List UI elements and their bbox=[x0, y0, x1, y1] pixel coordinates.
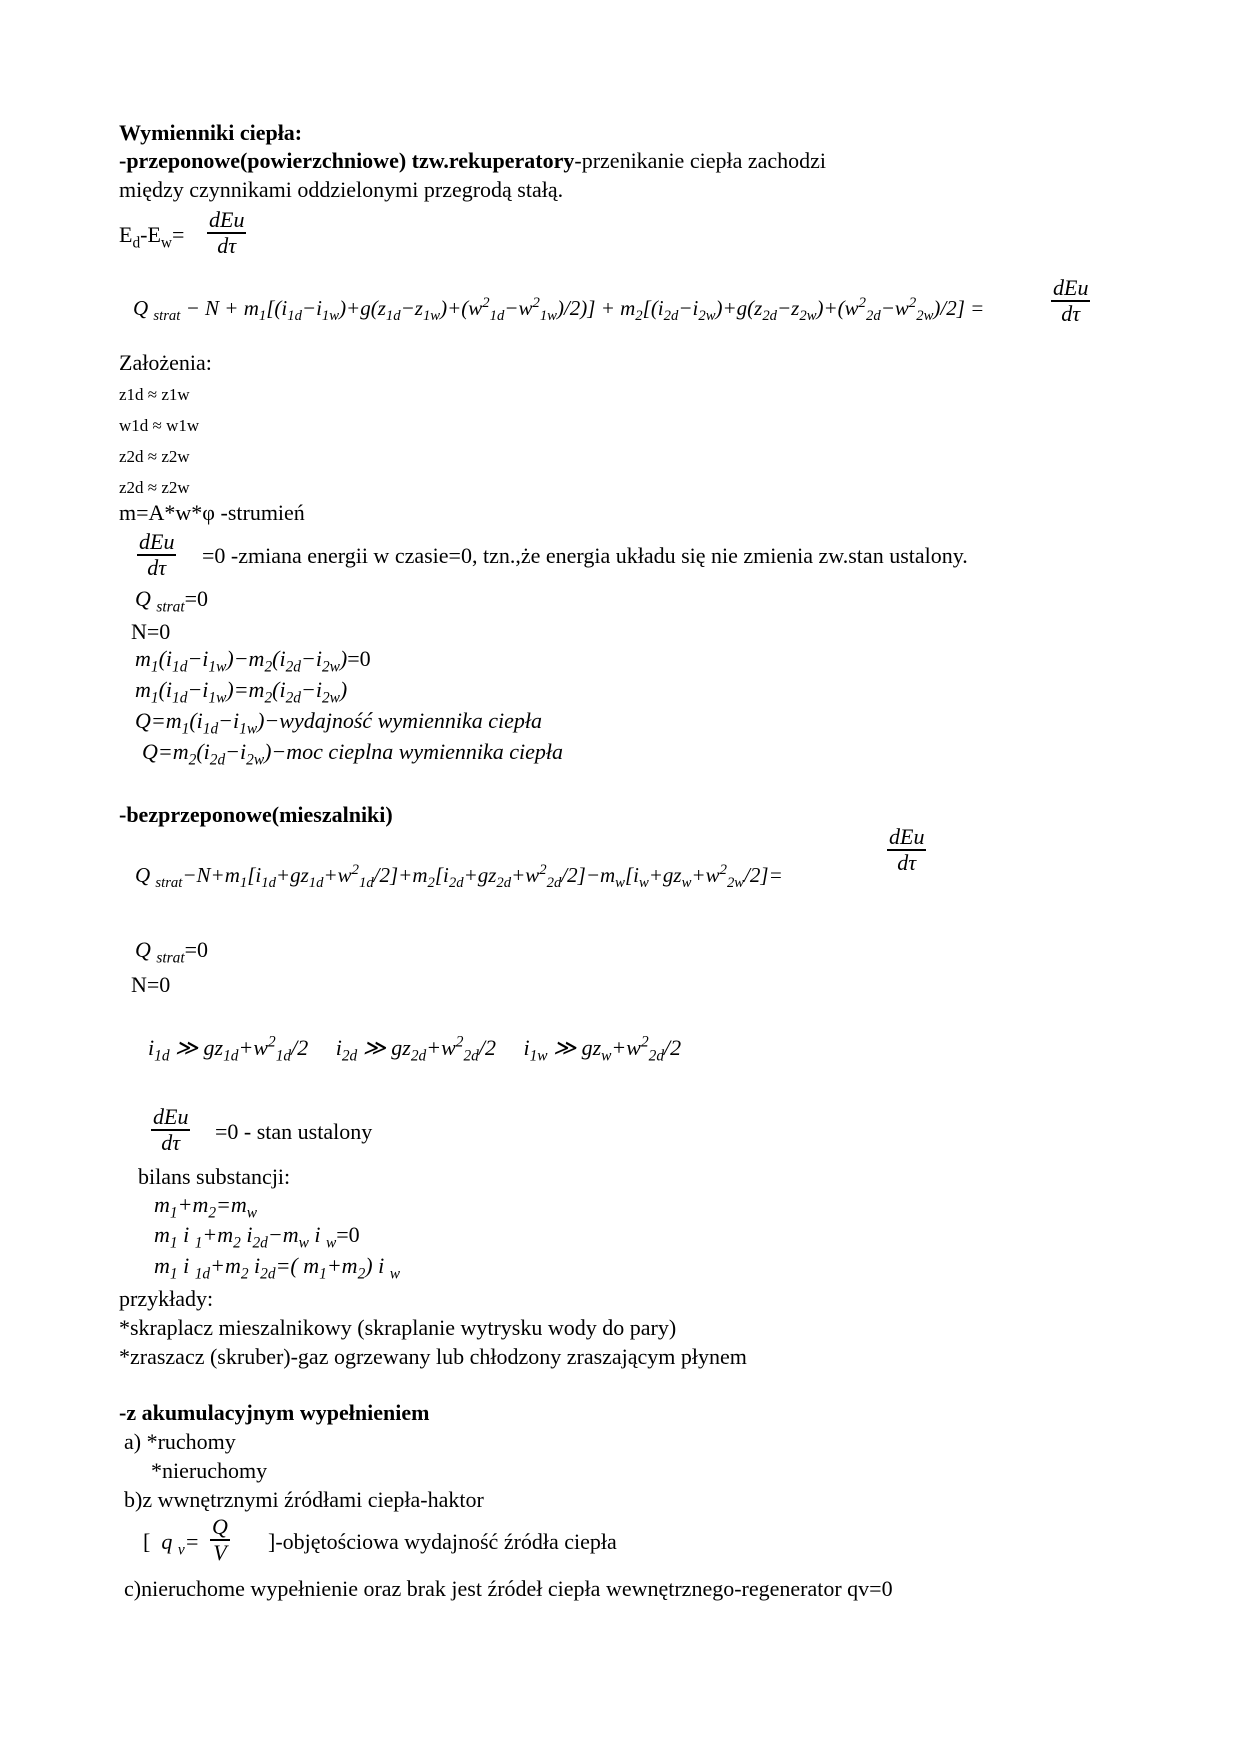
mixer-rhs-den: dτ bbox=[897, 850, 917, 875]
item-a1: a) *ruchomy bbox=[124, 1429, 236, 1454]
fraction-denominator: dτ bbox=[217, 233, 237, 258]
sec1-heading bbox=[119, 148, 826, 174]
mixer-steady-num: dEu bbox=[153, 1104, 189, 1129]
balance-rhs-denominator: dτ bbox=[1061, 301, 1081, 326]
assumption-2: w1d ≈ w1w bbox=[119, 416, 200, 435]
n-zero: N=0 bbox=[131, 619, 171, 644]
sec1-heading-bold: -przeponowe(powierzchniowe) tzw.rekuperatory bbox=[119, 148, 575, 173]
mixer-n-zero: N=0 bbox=[131, 972, 171, 997]
steady-fraction-num: dEu bbox=[139, 529, 175, 554]
energy-balance-equation: Q $_{strat} - N + m_1[(i_{1d}-i_{1w})+g(z_{1d}-z_{1w})+(w^2_{1d}-w^2_{1w})/2)] + m_2[(i_{2d}-i_{2w})+g(z_{2d}-z_{2w})+(w^2_{2d}-w^2_{2w})/2]$ = bbox=[133, 294, 985, 325]
inequalities: $i_{1d}$ ≫ $gz_{1d}+w^2_{1d}/2$ $i_{2d}$ ≫ $gz_{2d}+w^2_{2d}/2$ $i_{1w}$ ≫ $gz_w+w^2_{2d}/2$ bbox=[148, 1033, 682, 1065]
assumption-1: z1d ≈ z1w bbox=[119, 385, 190, 404]
example-2: *zraszacz (skruber)-gaz ogrzewany lub chłodzony zraszającym płynem bbox=[119, 1344, 747, 1369]
mixer-steady-den: dτ bbox=[161, 1130, 181, 1155]
mixer-steady-fraction bbox=[151, 1105, 190, 1155]
qv-num: Q bbox=[212, 1514, 228, 1539]
mass-balance-label: bilans substancji: bbox=[138, 1164, 291, 1189]
item-a2: *nieruchomy bbox=[151, 1458, 268, 1483]
qv-fraction bbox=[210, 1515, 230, 1565]
energy-derivative-fraction bbox=[207, 208, 246, 258]
steady-fraction bbox=[137, 530, 176, 580]
assumption-4: z2d ≈ z2w bbox=[119, 478, 190, 497]
example-1: *skraplacz mieszalnikowy (skraplanie wytrysku wody do pary) bbox=[119, 1315, 677, 1340]
examples-label: przykłady: bbox=[119, 1286, 214, 1311]
mass-eq-1: $m_1+m_2=m_w$ bbox=[154, 1192, 258, 1222]
mixer-rhs-fraction bbox=[887, 825, 926, 875]
qv-expression: [ q $_v$= bbox=[143, 1529, 200, 1559]
sec1-line2: między czynnikami oddzielonymi przegrodą stałą. bbox=[119, 177, 564, 202]
assumption-3: z2d ≈ z2w bbox=[119, 447, 190, 466]
sec1-heading-rest: -przenikanie ciepła zachodzi bbox=[574, 148, 827, 173]
mixer-steady-text: =0 - stan ustalony bbox=[215, 1119, 373, 1144]
equation-2: $m_1(i_{1d}-i_{1w})=m_2(i_{2d}-i_{2w})$ bbox=[135, 677, 348, 707]
assumptions-label: Założenia: bbox=[119, 350, 212, 375]
qv-den: V bbox=[213, 1540, 227, 1565]
steady-fraction-den: dτ bbox=[147, 555, 167, 580]
mass-eq-3: $m_1$ i $_{1d}+m_2$ $i_{2d}=$( $m_1+m_2$) i $_w$ bbox=[154, 1253, 400, 1283]
mass-eq-2: $m_1$ i $_1+m_2$ $i_{2d}-m_w$ i $_w$=0 bbox=[154, 1222, 360, 1252]
item-b: b)z wwnętrznymi źródłami ciepła-haktor bbox=[124, 1487, 484, 1512]
qv-description: ]-objętościowa wydajność źródła ciepła bbox=[268, 1529, 617, 1554]
mixer-balance-equation: Q $_{strat}-N+m_1[i_{1d}+gz_{1d}+w^2_{1d}/2]+m_2[i_{2d}+gz_{2d}+w^2_{2d}/2]-m_w[i_w+gz_w+w^2_{2w}/2]=$ bbox=[135, 861, 783, 892]
qstrat-zero: Q $_{strat}$=0 bbox=[135, 586, 209, 616]
equation-3: $Q=m_1(i_{1d}-i_{1w})-wydajność$ wymiennika ciepła bbox=[135, 708, 542, 738]
equation-1: $m_1(i_{1d}-i_{1w})-m_2(i_{2d}-i_{2w})=0$ bbox=[135, 646, 371, 676]
balance-rhs-numerator: dEu bbox=[1053, 275, 1089, 300]
sec2-heading: -bezprzeponowe(mieszalniki) bbox=[119, 802, 393, 827]
balance-rhs-fraction bbox=[1051, 276, 1090, 326]
item-c: c)nieruchome wypełnienie oraz brak jest źródeł ciepła wewnętrznego-regenerator qv=0 bbox=[124, 1576, 893, 1601]
fraction-numerator: dEu bbox=[209, 207, 245, 232]
page-title: Wymienniki ciepła: bbox=[119, 120, 303, 145]
mixer-rhs-num: dEu bbox=[889, 824, 925, 849]
sec3-heading: -z akumulacyjnym wypełnieniem bbox=[119, 1400, 430, 1425]
mass-flow-definition: m=A*w*φ -strumień bbox=[119, 500, 305, 525]
mixer-qstrat-zero: Q $_{strat}$=0 bbox=[135, 937, 209, 967]
steady-state-text: =0 -zmiana energii w czasie=0, tzn.,że energia układu się nie zmienia zw.stan ustalony. bbox=[202, 543, 968, 568]
energy-diff-label: $E_d-E_w=$ bbox=[119, 222, 185, 252]
equation-4: $Q=m_2(i_{2d}-i_{2w})-moc$ cieplna wymiennika ciepła bbox=[142, 739, 564, 769]
